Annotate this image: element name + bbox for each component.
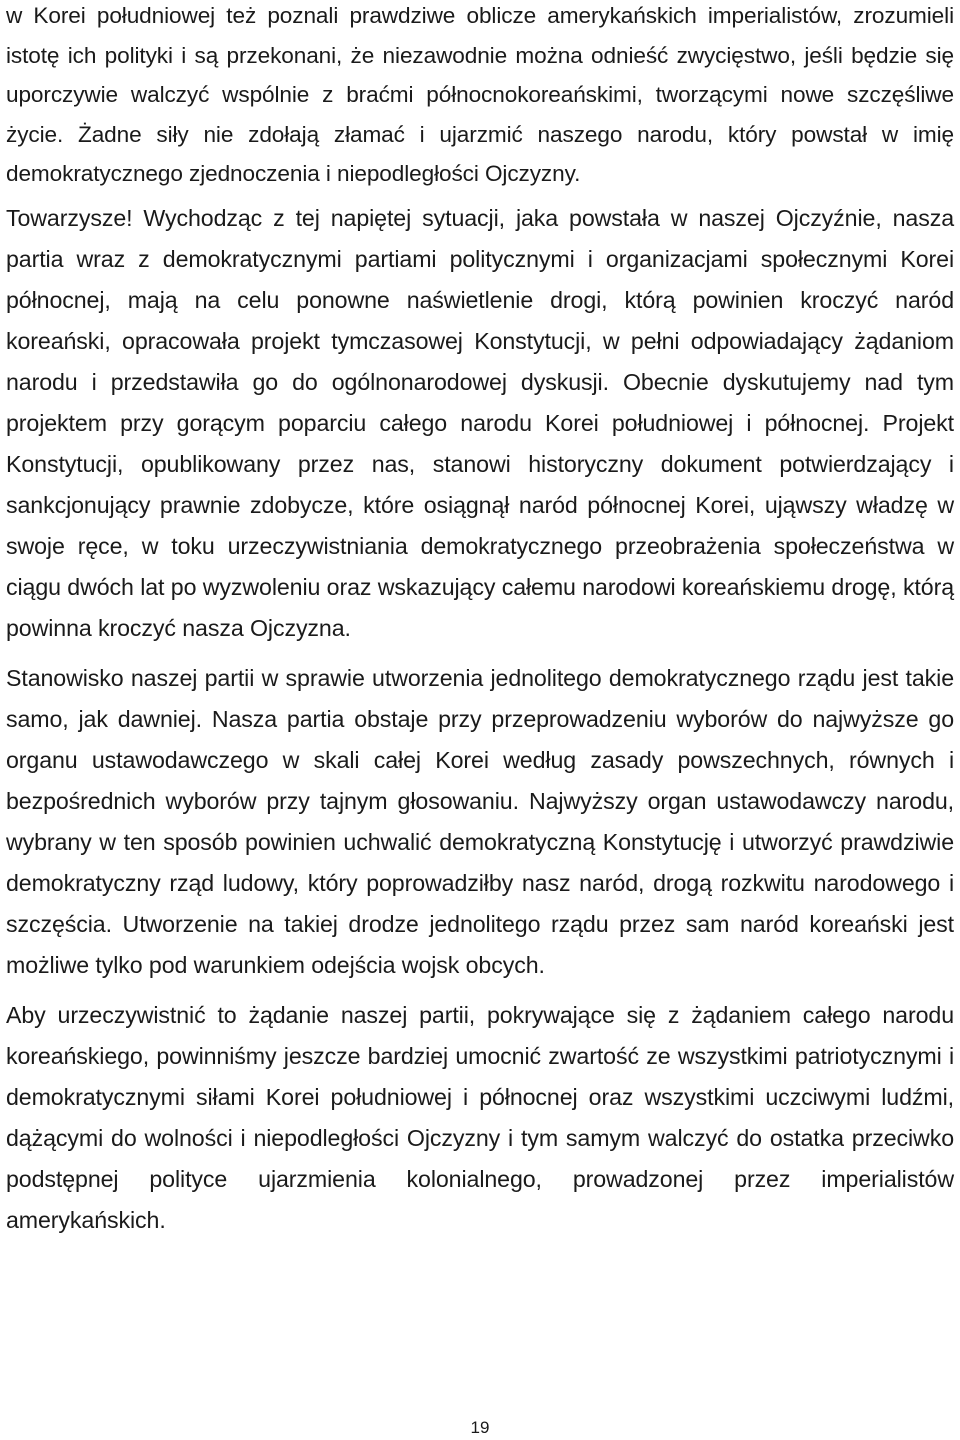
paragraph-2: Towarzysze! Wychodząc z tej napiętej sytuacji, jaka powstała w naszej Ojczyźnie, nasza partia wraz z demokratycznymi partiami politycznymi i organizacjami społecznymi Korei północnej, mają na celu ponowne naświetlenie drogi, którą powinien kroczyć naród koreański, opracowała projekt tymczasowej Konstytucji, w pełni odpowiadający żądaniom narodu i przedstawiła go do ogólnonarodowej dyskusji. Obecnie dyskutujemy nad tym projektem przy gorącym poparciu całego narodu Korei południowej i północnej. Projekt Konstytucji, opublikowany przez nas, stanowi historyczny dokument potwierdzający i sankcjonujący prawnie zdobycze, które osiągnął naród północnej Korei, ująwszy władzę w swoje ręce, w toku urzeczywistniania demokratycznego przeobrażenia społeczeństwa w ciągu dwóch lat po wyzwoleniu oraz wskazujący całemu narodowi koreańskiemu drogę, którą powinna kroczyć nasza Ojczyzna. [6,204,954,641]
paragraph-1: w Korei południowej też poznali prawdziwe oblicze amerykańskich imperialistów, zrozumieli istotę ich polityki i są przekonani, że niezawodnie można odnieść zwycięstwo, jeśli będzie się uporczywie walczyć wspólnie z braćmi północnokoreańskimi, tworzącymi nowe szczęśliwe życie. Żadne siły nie zdołają złamać i ujarzmić naszego narodu, który powstał w imię demokratycznego zjednoczenia i niepodległości Ojczyzny. [6,3,954,186]
document-body [6,0,954,1241]
paragraph-3: Stanowisko naszej partii w sprawie utworzenia jednolitego demokratycznego rządu jest takie samo, jak dawniej. Nasza partia obstaje przy przeprowadzeniu wyborów do najwyższe go organu ustawodawczego w skali całej Korei według zasady powszechnych, równych i bezpośrednich wyborów przy tajnym głosowaniu. Najwyższy organ ustawodawczy narodu, wybrany w ten sposób powinien uchwalić demokratyczną Konstytucję i utworzyć prawdziwie demokratyczny rząd ludowy, który poprowadziłby nasz naród, drogą rozkwitu narodowego i szczęścia. Utworzenie na takiej drodze jednolitego rządu przez sam naród koreański jest możliwe tylko pod warunkiem odejścia wojsk obcych. [6,664,954,978]
paragraph-4: Aby urzeczywistnić to żądanie naszej partii, pokrywające się z żądaniem całego narodu koreańskiego, powinniśmy jeszcze bardziej umocnić zwartość ze wszystkimi patriotycznymi i demokratycznymi siłami Korei południowej i północnej oraz wszystkimi uczciwymi ludźmi, dążącymi do wolności i niepodległości Ojczyzny i tym samym walczyć do ostatka przeciwko podstępnej polityce ujarzmienia kolonialnego, prowadzonej przez imperialistów amerykańskich. [6,1001,954,1233]
page-number: 19 [470,1418,490,1437]
